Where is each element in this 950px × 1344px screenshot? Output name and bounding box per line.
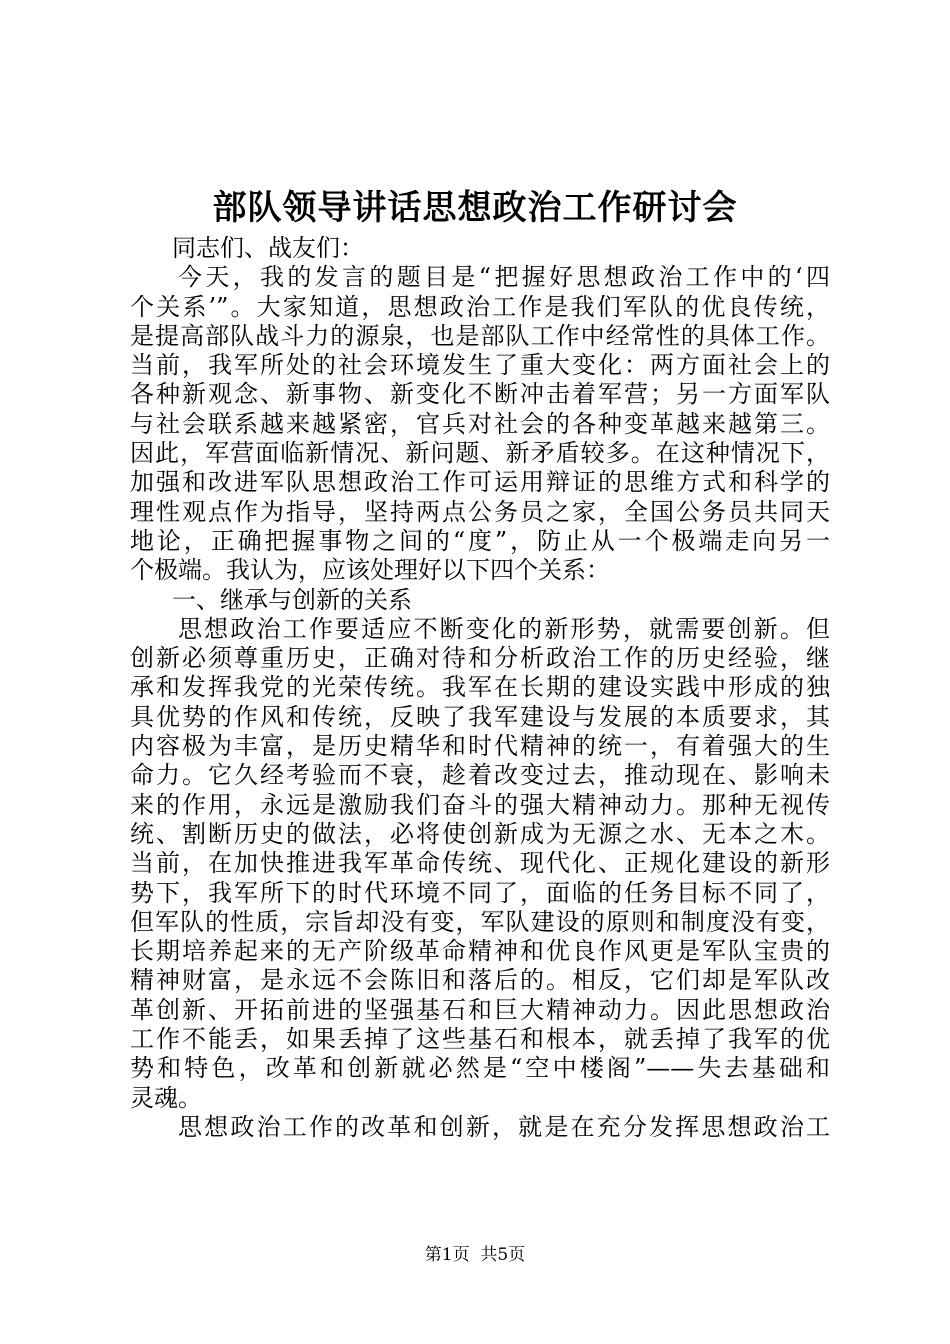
text-line: 精神财富，是永远不会陈旧和落后的。相反，它们却是军队改 bbox=[130, 966, 830, 995]
text-line: 个极端。我认为，应该处理好以下四个关系： bbox=[130, 556, 610, 585]
text-line: 统、割断历史的做法，必将使创新成为无源之水、无本之木。 bbox=[130, 819, 830, 848]
text-line: 今天，我的发言的题目是“把握好思想政治工作中的‘四 bbox=[178, 263, 830, 292]
text-line: 加强和改进军队思想政治工作可运用辩证的思维方式和科学的 bbox=[130, 468, 830, 497]
text-line: 创新必须尊重历史，正确对待和分析政治工作的历史经验，继 bbox=[130, 644, 830, 673]
text-line: 同志们、战友们： bbox=[172, 234, 364, 262]
page-footer: 第1页 共5页 bbox=[424, 1245, 526, 1265]
text-line: 与社会联系越来越紧密，官兵对社会的各种变革越来越第三。 bbox=[130, 409, 830, 438]
text-line: 革创新、开拓前进的坚强基石和巨大精神动力。因此思想政治 bbox=[130, 995, 830, 1024]
text-line: 势和特色，改革和创新就必然是“空中楼阁”——失去基础和 bbox=[130, 1054, 830, 1083]
text-line: 当前，在加快推进我军革命传统、现代化、正规化建设的新形 bbox=[130, 849, 830, 878]
text-line: 因此，军营面临新情况、新问题、新矛盾较多。在这种情况下， bbox=[130, 439, 830, 468]
text-line: 承和发挥我党的光荣传统。我军在长期的建设实践中形成的独 bbox=[130, 673, 830, 702]
document-body bbox=[130, 234, 830, 1142]
text-line: 来的作用，永远是激励我们奋斗的强大精神动力。那种无视传 bbox=[130, 790, 830, 819]
text-line: 势下，我军所下的时代环境不同了，面临的任务目标不同了， bbox=[130, 878, 830, 907]
text-line: 地论，正确把握事物之间的“度”，防止从一个极端走向另一 bbox=[130, 526, 830, 555]
section-heading: 一、继承与创新的关系 bbox=[172, 585, 412, 614]
text-line: 思想政治工作要适应不断变化的新形势，就需要创新。但 bbox=[178, 614, 830, 643]
text-line: 理性观点作为指导，坚持两点公务员之家，全国公务员共同天 bbox=[130, 497, 830, 526]
text-line: 但军队的性质，宗旨却没有变，军队建设的原则和制度没有变， bbox=[130, 907, 830, 936]
text-line: 长期培养起来的无产阶级革命精神和优良作风更是军队宝贵的 bbox=[130, 937, 830, 966]
text-line: 内容极为丰富，是历史精华和时代精神的统一，有着强大的生 bbox=[130, 732, 830, 761]
text-line: 灵魂。 bbox=[130, 1083, 202, 1112]
text-line: 命力。它久经考验而不衰，趁着改变过去，推动现在、影响未 bbox=[130, 761, 830, 790]
text-line: 具优势的作风和传统，反映了我军建设与发展的本质要求，其 bbox=[130, 702, 830, 731]
text-line: 是提高部队战斗力的源泉，也是部队工作中经常性的具体工作。 bbox=[130, 321, 830, 350]
text-line: 各种新观念、新事物、新变化不断冲击着军营；另一方面军队 bbox=[130, 380, 830, 409]
text-line: 工作不能丢，如果丢掉了这些基石和根本，就丢掉了我军的优 bbox=[130, 1025, 830, 1054]
text-line: 个关系’”。大家知道，思想政治工作是我们军队的优良传统， bbox=[130, 292, 830, 321]
text-line: 当前，我军所处的社会环境发生了重大变化：两方面社会上的 bbox=[130, 351, 830, 380]
document-title: 部队领导讲话思想政治工作研讨会 bbox=[212, 188, 738, 228]
text-line: 思想政治工作的改革和创新，就是在充分发挥思想政治工 bbox=[178, 1112, 830, 1141]
